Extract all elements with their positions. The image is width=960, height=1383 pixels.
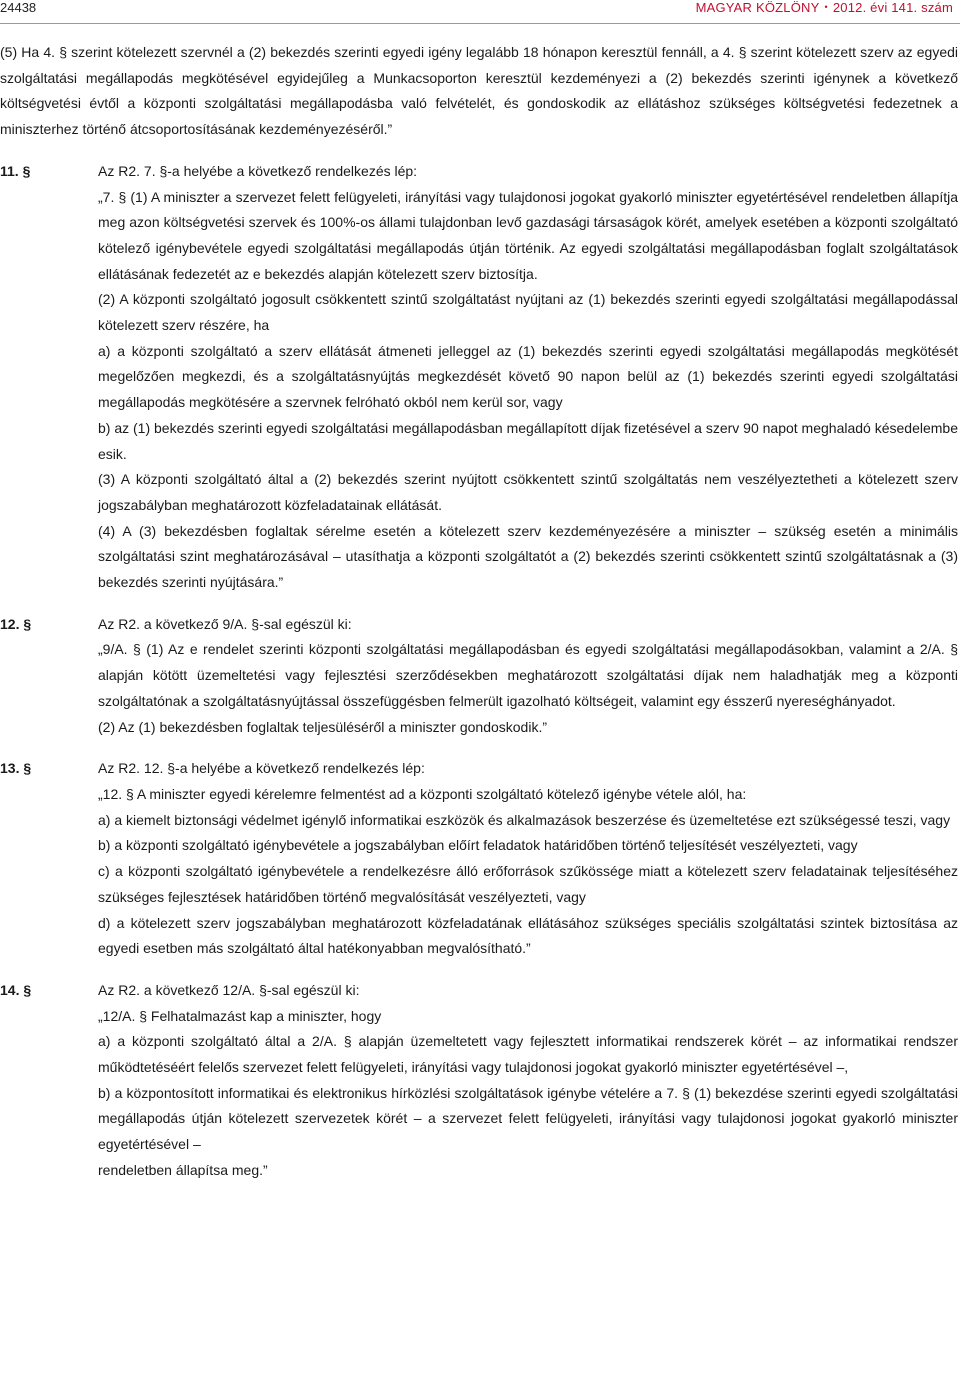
section-intro: Az R2. 12. §-a helyébe a következő rendelkezés lép: <box>98 760 425 777</box>
section-paragraph: (3) A központi szolgáltató által a (2) bekezdés szerint nyújtott csökkentett szintű szolgáltatás nem veszélyeztetheti a kötelezett szerv jogszabályban meghatározott közfeladatainak ellátását. <box>98 471 958 513</box>
section-paragraph: (2) A központi szolgáltató jogosult csökkentett szintű szolgáltatást nyújtani az (1) bekezdés szerinti egyedi szolgáltatási megállapodással kötelezett szerv részére, ha <box>98 291 958 334</box>
section-paragraph: a) a kiemelt biztonsági védelmet igénylő informatikai eszközök és alkalmazások beszerzése és üzemeltetése ezt szükségessé teszi, vagy <box>98 811 951 828</box>
journal-title <box>696 0 953 15</box>
section-paragraph: „9/A. § (1) Az e rendelet szerinti központi szolgáltatási megállapodásban és egyedi szolgáltatási megállapodásokban, valamint a 2/A. § alapján kötött üzemeltetési vagy fejlesztési szerződésekben meghatározott szolgáltatási díjak nem haladhatják meg a központi szolgáltatónak a szolgáltatásnyújtással összefüggésben felmerült igazolható költségeit, valamint egy ésszerű nyereséghányadot. <box>98 641 958 709</box>
section-paragraph: c) a központi szolgáltató igénybevétele a rendelkezésre álló erőforrások szűkössége miatt a kötelezett szerv feladatainak teljesítéséhez szükséges fejlesztések határidőben történő megvalósítását veszélyezteti, vagy <box>98 863 958 905</box>
section-paragraph: (4) A (3) bekezdésben foglaltak sérelme esetén a kötelezett szerv kezdeményezésére a miniszter – szükség esetén a minimális szolgáltatási szint meghatározásával – utasíthatja a központi szolgáltatót a (2) bekezdés szerinti csökkentett szintű szolgáltatásnak a (3) bekezdés szerinti nyújtására.” <box>98 522 958 591</box>
section-number: 13. § <box>0 760 32 777</box>
section-intro: Az R2. a következő 12/A. §-sal egészül ki: <box>98 981 360 998</box>
section-paragraph: „7. § (1) A miniszter a szervezet felett felügyeleti, irányítási vagy tulajdonosi jogokat gyakorló miniszter egyetértésével rendeletben állapítja meg azon költségvetési szervek és 100%-os állami tulajdonban levő gazdasági társaságok körét, amelyek esetében a központi szolgáltató kötelező igénybevétele egyedi szolgáltatási megállapodás útján történik. Az egyedi szolgáltatási megállapodásban foglalt szolgáltatások ellátásának fedezetét az e bekezdés alapján kötelezett szerv biztosítja. <box>98 188 958 282</box>
section-paragraph: b) a központosított informatikai és elektronikus hírközlési szolgáltatások igénybe vételére a 7. § (1) bekezdése szerinti egyedi szolgáltatási megállapodás útján kötelezett szervezetek körét – a szervezet felett felügyeleti, irányítási vagy tulajdonosi jogokat gyakorló miniszter egyetértésével – <box>98 1084 958 1153</box>
section-paragraph: b) az (1) bekezdés szerinti egyedi szolgáltatási megállapodásban megállapított díjak fizetésével a szerv 90 napot meghaladó késedelembe esik. <box>98 419 958 462</box>
separator-dot: • <box>824 2 828 12</box>
section-11 <box>0 159 958 596</box>
header-rule <box>0 23 960 24</box>
section-paragraph: „12/A. § Felhatalmazást kap a miniszter, hogy <box>98 1007 382 1024</box>
section-paragraph: rendeletben állapítsa meg.” <box>98 1161 268 1178</box>
section-12 <box>0 612 958 741</box>
section-intro: Az R2. 7. §-a helyébe a következő rendelkezés lép: <box>98 162 418 179</box>
page-header <box>0 0 960 22</box>
issue-label: 2012. évi 141. szám <box>832 0 953 15</box>
section-paragraph: a) a központi szolgáltató által a 2/A. § alapján üzemeltetett vagy fejlesztett informatikai rendszerek körét – az informatikai rendszer működtetéséért felelős szervezet felett felügyeleti, irányítási vagy tulajdonosi jogokat gyakorló miniszter egyetértésével –, <box>98 1033 958 1076</box>
page-number: 24438 <box>0 0 37 15</box>
section-paragraph: (2) Az (1) bekezdésben foglaltak teljesüléséről a miniszter gondoskodik.” <box>98 718 548 735</box>
section-paragraph: a) a központi szolgáltató a szerv ellátását átmeneti jelleggel az (1) bekezdés szerinti egyedi szolgáltatási megállapodás megkötését megelőzően megkezdi, és a szolgáltatásnyújtás megkezdését követő 90 napon belül az (1) bekezdés szerinti egyedi szolgáltatási megállapodás megkötésére a szervnek felróható okból nem kerül sor, vagy <box>98 342 958 411</box>
section-14 <box>0 978 958 1184</box>
section-intro: Az R2. a következő 9/A. §-sal egészül ki: <box>98 615 352 632</box>
section-13 <box>0 756 958 962</box>
section-number: 14. § <box>0 981 32 998</box>
section-paragraph: „12. § A miniszter egyedi kérelemre felmentést ad a központi szolgáltató kötelező igénybe vétele alól, ha: <box>98 785 747 802</box>
journal-name: MAGYAR KÖZLÖNY <box>695 0 820 15</box>
intro-paragraph: (5) Ha 4. § szerint kötelezett szervnél a (2) bekezdés szerinti egyedi igény legalább 18 hónapon keresztül fennáll, a 4. § szerint kötelezett szerv az egyedi szolgáltatási megállapodás megkötésével egyidejűleg a Munkacsoporton keresztül kezdeményezi a (2) bekezdés szerinti igénynek a következő költségvetési évtől a központi szolgáltatási megállapodásba való felvételét, és gondoskodik az ellátáshoz szükséges költségvetési fedezetnek a miniszterhez történő átcsoportosításának kezdeményezéséről.” <box>0 44 958 138</box>
section-paragraph: b) a központi szolgáltató igénybevétele a jogszabályban előírt feladatok határidőben történő teljesítését veszélyezteti, vagy <box>98 837 858 854</box>
document-body <box>0 40 958 1184</box>
section-paragraph: d) a kötelezett szerv jogszabályban meghatározott közfeladatának ellátásához szükséges speciális szolgáltatási szintek biztosítása az egyedi esetben más szolgáltató által hatékonyabban megvalósítható.” <box>98 914 958 957</box>
section-number: 12. § <box>0 615 32 632</box>
section-number: 11. § <box>0 162 31 179</box>
